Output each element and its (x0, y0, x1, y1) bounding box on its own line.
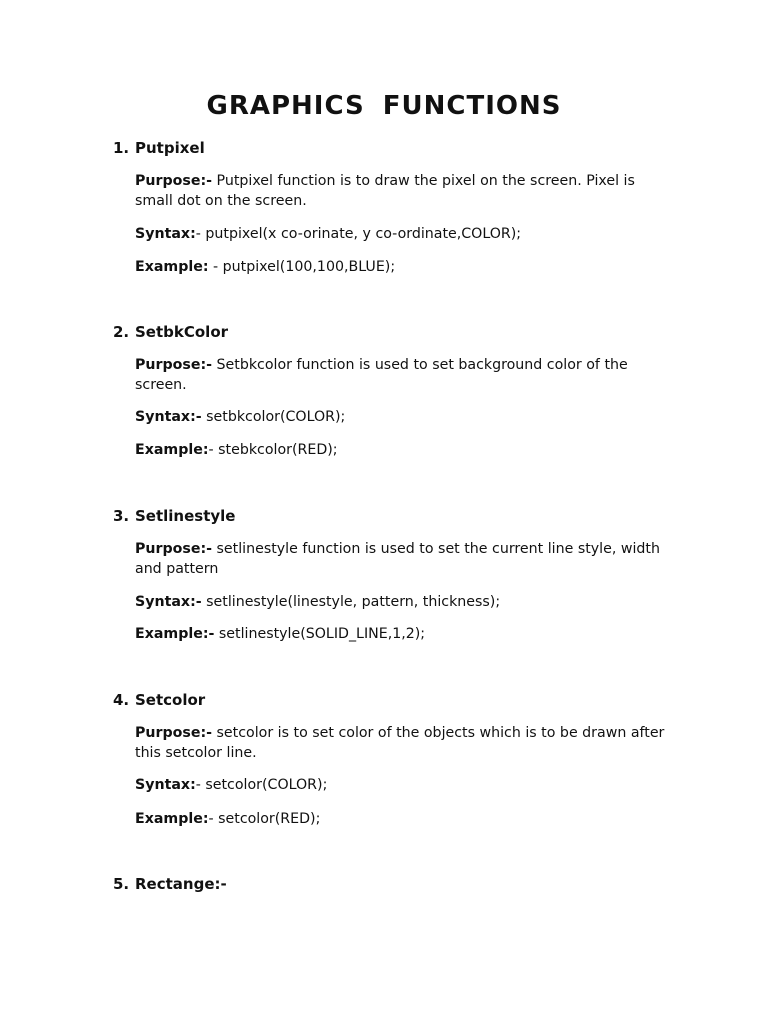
purpose-line (135, 539, 675, 579)
example-label: Example: (135, 811, 209, 827)
section-number: 3. (113, 507, 130, 525)
section-number: 2. (113, 323, 130, 341)
purpose-text: setlinestyle function is used to set the current line style, width and pattern (135, 541, 660, 577)
syntax-text: setlinestyle(linestyle, pattern, thickness); (201, 594, 501, 610)
example-text: setlinestyle(SOLID_LINE,1,2); (214, 626, 426, 642)
example-line (135, 809, 675, 829)
section-heading (113, 322, 228, 342)
example-text: - stebkcolor(RED); (208, 442, 338, 458)
section-name: Putpixel (135, 139, 205, 157)
example-text: - putpixel(100,100,BLUE); (208, 259, 396, 275)
section-heading (113, 690, 205, 710)
syntax-label: Syntax:- (135, 594, 202, 610)
syntax-label: Syntax: (135, 226, 196, 242)
purpose-line (135, 723, 675, 763)
syntax-label: Syntax:- (135, 409, 202, 425)
purpose-text: Putpixel function is to draw the pixel on the screen. Pixel is small dot on the screen. (135, 173, 635, 209)
purpose-label: Purpose:- (135, 725, 213, 741)
syntax-line (135, 224, 675, 244)
section-name: Setcolor (135, 691, 206, 709)
purpose-line (135, 171, 675, 211)
purpose-label: Purpose:- (135, 357, 213, 373)
purpose-line (135, 355, 675, 395)
purpose-label: Purpose:- (135, 173, 213, 189)
syntax-line (135, 775, 675, 795)
section-number: 1. (113, 139, 130, 157)
syntax-line (135, 407, 675, 427)
example-label: Example:- (135, 626, 215, 642)
syntax-text: setbkcolor(COLOR); (201, 409, 346, 425)
syntax-text: - setcolor(COLOR); (195, 777, 328, 793)
section-number: 5. (113, 875, 130, 893)
section-heading (113, 138, 205, 158)
syntax-line (135, 592, 675, 612)
syntax-text: - putpixel(x co-orinate, y co-ordinate,COLOR); (195, 226, 522, 242)
example-line (135, 440, 675, 460)
example-line (135, 624, 675, 644)
section-number: 4. (113, 691, 130, 709)
section-name: SetbkColor (135, 323, 229, 341)
section-name: Setlinestyle (135, 507, 236, 525)
section-name: Rectange:- (135, 875, 227, 893)
purpose-text: setcolor is to set color of the objects which is to be drawn after this setcolor line. (135, 725, 665, 761)
example-label: Example: (135, 442, 209, 458)
section-heading (113, 506, 235, 526)
example-line (135, 257, 675, 277)
purpose-text: Setbkcolor function is used to set background color of the screen. (135, 357, 628, 393)
example-label: Example: (135, 259, 209, 275)
document-title: GRAPHICS FUNCTIONS (206, 91, 562, 121)
purpose-label: Purpose:- (135, 541, 213, 557)
example-text: - setcolor(RED); (208, 811, 321, 827)
syntax-label: Syntax: (135, 777, 196, 793)
section-heading (113, 874, 227, 894)
